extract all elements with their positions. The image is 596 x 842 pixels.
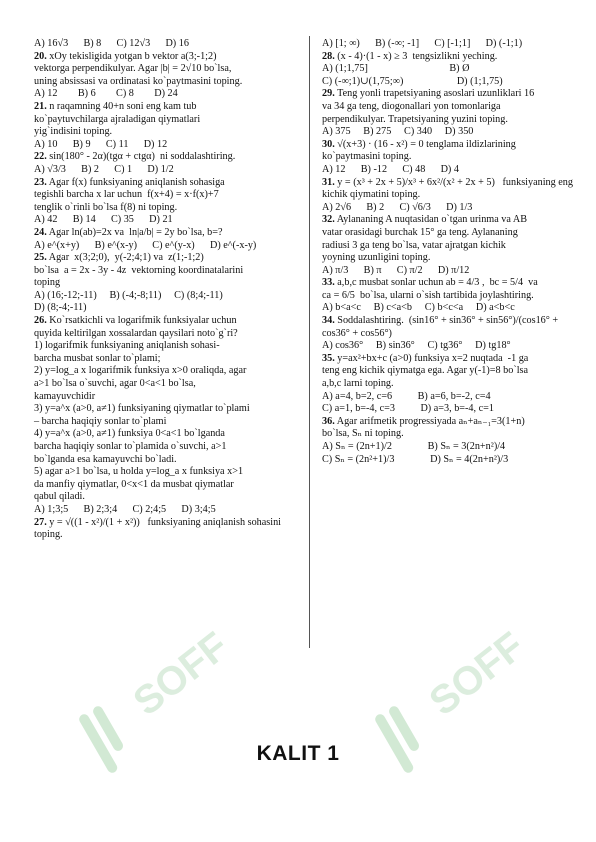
question-line	[322, 378, 576, 391]
question-text: A) b<a<c B) c<a<b C) b<c<a D) a<b<c	[322, 302, 515, 314]
question-text: sin(180° - 2α)(tgα + ctgα) ni soddalashtiring.	[49, 151, 236, 163]
question-number: 35.	[322, 352, 335, 364]
watermark-text-left: SOFF	[125, 623, 237, 725]
question-line	[322, 139, 576, 152]
question-line	[322, 227, 576, 240]
question-text: n raqamning 40+n soni eng kam tub	[49, 100, 197, 112]
question-block	[322, 38, 576, 51]
question-line	[34, 378, 298, 391]
question-text: Aylananing A nuqtasidan o`tgan urinma va AB	[336, 214, 528, 226]
question-text: 5) agar a>1 bo`lsa, u holda y=log_a x funksiya x>1	[34, 466, 244, 478]
question-text: a,b,c larni toping.	[322, 378, 394, 390]
question-text: uning absissasi va ordinatasi ko`paytmasini toping.	[34, 75, 243, 87]
question-block	[34, 101, 298, 151]
question-line	[34, 214, 298, 227]
question-line	[322, 315, 576, 340]
question-block	[322, 88, 576, 138]
question-text: ko`paytuvchilarga ajraladigan qiymatlari	[34, 113, 201, 125]
question-line	[34, 189, 298, 202]
question-line	[34, 491, 298, 504]
question-text: qabul qiladi.	[34, 491, 85, 503]
question-text: A) 10 B) 9 C) 11 D) 12	[34, 138, 168, 150]
question-line	[322, 214, 576, 227]
question-block	[34, 252, 298, 315]
question-text: quyida keltirilgan xossalardan qaysilari noto`g`ri?	[34, 327, 238, 339]
question-line	[322, 114, 576, 127]
question-line	[322, 277, 576, 290]
question-text: A) 16√3 B) 8 C) 12√3 D) 16	[34, 38, 189, 49]
question-text: Agar arifmetik progressiyada aₙ+aₙ₋₁=3(1+n)	[336, 415, 525, 427]
question-line	[322, 365, 576, 378]
question-block	[322, 353, 576, 416]
question-number: 22.	[34, 151, 47, 163]
question-block	[34, 517, 298, 542]
question-number: 32.	[322, 214, 335, 226]
question-text: A) [1; ∞) B) (-∞; -1] C) [-1;1] D) (-1;1)	[322, 38, 523, 49]
watermark-text-right: SOFF	[421, 623, 533, 725]
question-block	[34, 315, 298, 517]
question-line	[34, 51, 298, 64]
question-number: 30.	[322, 138, 335, 150]
question-text: yig`indisini toping.	[34, 126, 113, 138]
question-text: teng eng kichik qiymatga ega. Agar y(-1)=8 bo`lsa	[322, 365, 529, 377]
question-text: barcha haqiqiy sonlar to`plamida o`suvchi, a>1	[34, 441, 227, 452]
question-block	[34, 51, 298, 101]
question-text: (x - 4)·(1 - x) ≥ 3 tengsizlikni yeching.	[337, 50, 498, 62]
question-line	[322, 265, 576, 278]
question-text: ca = 6/5 bo`lsa, ularni o`sish tartibida joylashtiring.	[322, 289, 534, 301]
question-text: A) Sₙ = (2n+1)/2 B) Sₙ = 3(2n+n²)/4	[322, 441, 506, 452]
question-line	[322, 51, 576, 64]
question-text: 4) y=a^x (a>0, a≠1) funksiya 0<a<1 bo`lganda	[34, 428, 225, 440]
question-text: tegishli barcha x lar uchun f(x+4) = x·f(x)+7	[34, 189, 219, 201]
question-line	[34, 353, 298, 366]
question-block	[34, 151, 298, 176]
question-block	[322, 139, 576, 177]
question-text: y=ax²+bx+c (a>0) funksiya x=2 nuqtada -1 ga	[337, 352, 529, 364]
question-line	[34, 479, 298, 492]
question-number: 31.	[322, 176, 335, 188]
question-text: bo`lganda esa kamayuvchi bo`ladi.	[34, 453, 177, 465]
question-line	[322, 290, 576, 303]
question-line	[322, 416, 576, 429]
question-line	[34, 290, 298, 303]
question-text: barcha musbat sonlar to`plami;	[34, 352, 161, 364]
question-line	[34, 517, 298, 530]
question-text: A) 12 B) -12 C) 48 D) 4	[322, 163, 459, 175]
question-line	[322, 202, 576, 215]
right-column	[322, 38, 576, 466]
question-text: perpendikulyar. Trapetsiyaning yuzini toping.	[322, 113, 508, 125]
question-text: 3) y=a^x (a>0, a≠1) funksiyaning qiymatlar to`plami	[34, 403, 250, 415]
question-line	[322, 189, 576, 202]
question-text: A) (16;-12;-11) B) (-4;-8;11) C) (8;4;-11)	[34, 289, 223, 301]
left-column	[34, 38, 298, 542]
question-line	[34, 227, 298, 240]
question-text: – barcha haqiqiy sonlar to`plami	[34, 415, 167, 427]
question-text: A) cos36° B) sin36° C) tg36° D) tg18°	[322, 340, 511, 352]
question-text: y = √((1 - x²)/(1 + x²)) funksiyaning aniqlanish sohasini	[49, 516, 281, 528]
question-line	[34, 365, 298, 378]
question-number: 27.	[34, 516, 47, 528]
question-text: ko`paytmasini toping.	[322, 151, 412, 163]
question-line	[322, 403, 576, 416]
question-text: A) (1;1,75] B) Ø	[322, 63, 470, 75]
question-line	[322, 101, 576, 114]
question-text: tenglik o`rinli bo`lsa f(8) ni toping.	[34, 201, 178, 213]
question-text: y = (x³ + 2x + 5)/x³ + 6x²/(x² + 2x + 5) funksiyaning eng	[337, 176, 573, 188]
question-text: A) 1;3;5 B) 2;3;4 C) 2;4;5 D) 3;4;5	[34, 503, 216, 515]
question-text: 1) logarifmik funksiyaning aniqlanish sohasi-	[34, 340, 220, 352]
question-number: 24.	[34, 226, 47, 238]
answer-key-title: KALIT 1	[256, 742, 340, 765]
question-text: 2) y=log_a x logarifmik funksiya x>0 oraliqda, agar	[34, 365, 247, 377]
question-line	[34, 416, 298, 429]
question-text: kichik qiymatini toping.	[322, 189, 421, 201]
question-line	[322, 126, 576, 139]
question-line	[34, 504, 298, 517]
question-text: A) a=4, b=2, c=6 B) a=6, b=-2, c=4	[322, 390, 491, 402]
question-line	[34, 76, 298, 89]
question-line	[34, 466, 298, 479]
question-line	[34, 277, 298, 290]
question-line	[322, 441, 576, 454]
question-line	[34, 63, 298, 76]
question-line	[322, 302, 576, 315]
question-number: 25.	[34, 252, 47, 264]
question-number: 23.	[34, 176, 47, 188]
question-text: Agar ln(ab)=2x va ln|a/b| = 2y bo`lsa, b=?	[48, 226, 223, 238]
question-line	[34, 164, 298, 177]
question-block	[322, 277, 576, 315]
question-text: √(x+3) · (16 - x²) = 0 tenglama ildizlarining	[337, 138, 516, 150]
question-number: 28.	[322, 50, 335, 62]
question-text: C) Sₙ = (2n²+1)/3 D) Sₙ = 4(2n+n²)/3	[322, 453, 509, 465]
question-line	[322, 240, 576, 253]
question-text: Agar f(x) funksiyaning aniqlanish sohasiga	[48, 176, 225, 188]
question-line	[34, 126, 298, 139]
question-line	[322, 177, 576, 190]
question-text: A) 375 B) 275 C) 340 D) 350	[322, 126, 474, 138]
question-text: A) 42 B) 14 C) 35 D) 21	[34, 214, 173, 226]
question-text: toping.	[34, 529, 63, 541]
question-block	[34, 38, 298, 51]
question-text: radiusi 3 ga teng bo`lsa, vatar ajratgan kichik	[322, 239, 506, 251]
question-line	[322, 340, 576, 353]
question-line	[34, 252, 298, 265]
question-text: A) √3/3 B) 2 C) 1 D) 1/2	[34, 163, 174, 175]
question-text: C) a=1, b=-4, c=3 D) a=3, b=-4, c=1	[322, 403, 494, 415]
question-line	[34, 202, 298, 215]
question-text: xOy tekisligida yotgan b vektor a(3;-1;2)	[49, 50, 217, 62]
question-line	[34, 340, 298, 353]
question-text: da manfiy qiymatlar, 0<x<1 da musbat qiymatlar	[34, 478, 234, 490]
question-line	[34, 391, 298, 404]
question-block	[322, 51, 576, 89]
question-line	[34, 101, 298, 114]
question-line	[34, 114, 298, 127]
question-line	[34, 315, 298, 328]
question-text: kamayuvchidir	[34, 390, 96, 402]
question-line	[34, 328, 298, 341]
question-line	[34, 240, 298, 253]
question-line	[34, 454, 298, 467]
question-number: 29.	[322, 88, 335, 100]
question-text: A) e^(x+y) B) e^(x-y) C) e^(y-x) D) e^(-x-y)	[34, 239, 257, 251]
question-line	[322, 353, 576, 366]
question-text: bo`lsa a = 2x - 3y - 4z vektorning koordinatalarini	[34, 264, 244, 276]
question-line	[34, 441, 298, 454]
question-number: 26.	[34, 315, 47, 327]
question-line	[34, 302, 298, 315]
question-text: D) (8;-4;-11)	[34, 302, 87, 314]
question-text: vatar orasidagi burchak 15° ga teng. Aylananing	[322, 226, 518, 238]
question-line	[34, 403, 298, 416]
question-number: 21.	[34, 100, 47, 112]
question-text: yoyning uzunligini toping.	[322, 252, 431, 264]
question-text: A) 12 B) 6 C) 8 D) 24	[34, 88, 178, 100]
question-number: 20.	[34, 50, 47, 62]
question-block	[322, 214, 576, 277]
question-block	[322, 177, 576, 215]
watermark-logo-icon-right	[367, 696, 437, 782]
question-line	[322, 164, 576, 177]
question-text: vektorga perpendikulyar. Agar |b| = 2√10 bo`lsa,	[34, 63, 232, 75]
question-number: 33.	[322, 277, 335, 289]
question-line	[34, 177, 298, 190]
question-text: toping	[34, 277, 61, 289]
question-line	[322, 38, 576, 51]
column-divider	[309, 36, 310, 648]
question-number: 34.	[322, 315, 335, 327]
question-line	[34, 529, 298, 542]
question-text: A) 2√6 B) 2 C) √6/3 D) 1/3	[322, 201, 473, 213]
question-text: Ko`rsatkichli va logarifmik funksiyalar uchun	[49, 315, 237, 327]
question-line	[322, 151, 576, 164]
question-text: va 34 ga teng, diogonallari yon tomonlariga	[322, 100, 501, 112]
question-block	[322, 416, 576, 466]
question-line	[322, 428, 576, 441]
question-line	[322, 252, 576, 265]
question-line	[34, 151, 298, 164]
question-text: Soddalashtiring. (sin16° + sin36° + sin56°)/(cos16° + cos36° + cos56°)	[322, 315, 561, 339]
question-block	[322, 315, 576, 353]
question-text: bo`lsa, Sₙ ni toping.	[322, 428, 404, 440]
question-line	[34, 88, 298, 101]
watermark-logo-icon	[71, 696, 141, 782]
question-line	[34, 139, 298, 152]
question-text: A) π/3 B) π C) π/2 D) π/12	[322, 264, 470, 276]
question-line	[34, 265, 298, 278]
question-line	[322, 63, 576, 76]
question-line	[322, 88, 576, 101]
question-block	[34, 227, 298, 252]
question-line	[322, 391, 576, 404]
question-text: a>1 bo`lsa o`suvchi, agar 0<a<1 bo`lsa,	[34, 378, 196, 390]
question-line	[322, 76, 576, 89]
question-line	[34, 428, 298, 441]
question-line	[322, 454, 576, 467]
question-number: 36.	[322, 415, 335, 427]
question-text: C) (-∞;1)∪(1,75;∞) D) (1;1,75)	[322, 75, 503, 87]
question-line	[34, 38, 298, 51]
question-block	[34, 177, 298, 227]
question-text: a,b,c musbat sonlar uchun ab = 4/3 , bc = 5/4 va	[337, 277, 538, 289]
question-text: Teng yonli trapetsiyaning asoslari uzunliklari 16	[337, 88, 535, 100]
question-text: Agar x(3;2;0), y(-2;4;1) va z(1;-1;2)	[48, 252, 204, 264]
